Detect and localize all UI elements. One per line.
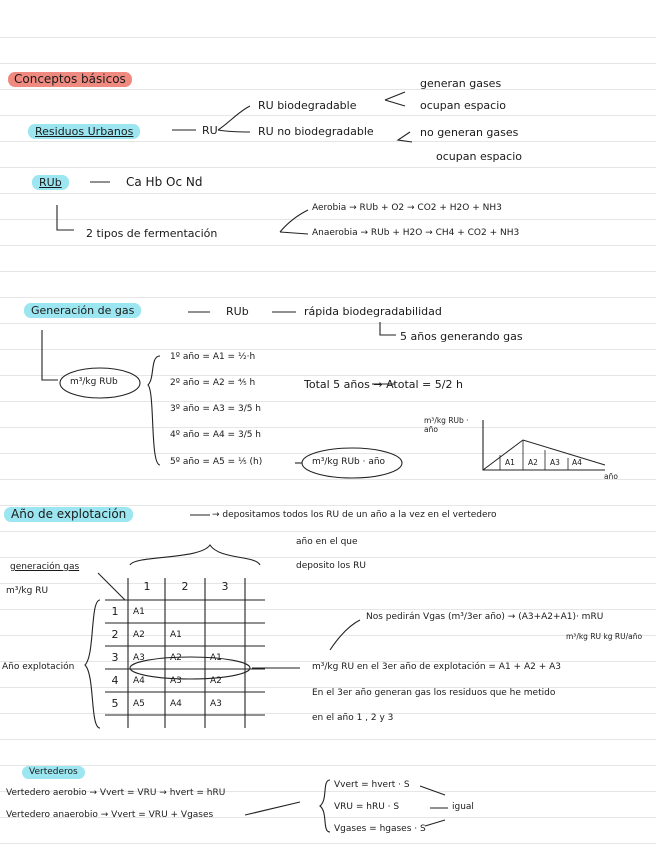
year-2: 2º año = A2 = ⅘ h xyxy=(170,378,256,388)
pregunta-vgas: Nos pedirán Vgas (m³/3er año) → (A3+A2+A1)· mRU xyxy=(366,612,604,622)
linea-2: En el 3er año generan gas los residuos que he metido xyxy=(312,688,556,698)
nobio-note-1: no generan gases xyxy=(420,126,519,139)
table-cell: A5 xyxy=(133,699,145,709)
ru-no-biodegradable: RU no biodegradable xyxy=(258,125,374,138)
graph-area-a2: A2 xyxy=(528,458,538,467)
row-label-ano: Año explotación xyxy=(2,662,75,672)
row-header-4: 4 xyxy=(111,674,119,687)
table-cell xyxy=(205,624,241,646)
label-generacion-gas: Generación de gas xyxy=(24,303,141,318)
row-header-5: 5 xyxy=(111,697,119,710)
table-cell: A1 xyxy=(170,630,182,640)
pregunta-units: m³/kg RU kg RU/año xyxy=(566,632,643,641)
ru-biodegradable: RU biodegradable xyxy=(258,99,357,112)
table-cell: A1 xyxy=(133,607,145,617)
table-cell: A1 xyxy=(210,653,222,663)
rapida-biodegradabilidad: rápida biodegradabilidad xyxy=(304,305,442,318)
aerobia-reaction: Aerobia → RUb + O2 → CO2 + H2O + NH3 xyxy=(312,203,502,213)
explotacion-desc: → depositamos todos los RU de un año a la vez en el vertedero xyxy=(212,510,497,520)
year-5: 5º año = A5 = ⅕ (h) xyxy=(170,457,263,467)
nobio-note-2: ocupan espacio xyxy=(436,150,522,163)
label-vertederos: Vertederos xyxy=(22,766,85,779)
col-header-1: 1 xyxy=(143,580,151,593)
table-cell: A2 xyxy=(210,676,222,686)
linea-1: m³/kg RU en el 3er año de explotación = A1 + A2 + A3 xyxy=(312,662,561,672)
row-header-1: 1 xyxy=(111,605,119,618)
graph-xlabel: año xyxy=(604,472,618,481)
table-cell: A4 xyxy=(133,676,145,686)
label-ru: RU xyxy=(202,124,218,137)
graph-area-a4: A4 xyxy=(572,458,582,467)
col-header-2: 2 xyxy=(181,580,189,593)
bio-note-2: ocupan espacio xyxy=(420,99,506,112)
vertedero-anaerobio: Vertedero anaerobio → Vvert = VRU + Vgases xyxy=(6,810,214,820)
igual-note: igual xyxy=(452,802,474,812)
cinco-anos: 5 años generando gas xyxy=(400,330,523,343)
eq-vru: VRU = hRU · S xyxy=(334,802,400,812)
year-3: 3º año = A3 = 3/5 h xyxy=(170,404,262,414)
table-cell: A2 xyxy=(133,630,145,640)
heading-conceptos: Conceptos básicos xyxy=(8,72,132,87)
vertedero-aerobio: Vertedero aerobio → Vvert = VRU → hvert = hRU xyxy=(6,788,226,798)
eq-vgases: Vgases = hgases · S xyxy=(334,824,426,834)
anaerobia-reaction: Anaerobia → RUb + H2O → CH4 + CO2 + NH3 xyxy=(312,228,520,238)
eq-vvert: Vvert = hvert · S xyxy=(334,780,410,790)
table-cell: A3 xyxy=(210,699,222,709)
year-4: 4º año = A4 = 3/5 h xyxy=(170,430,262,440)
rub-formula: Ca Hb Oc Nd xyxy=(126,175,203,189)
graph-area-a1: A1 xyxy=(505,458,515,467)
table-cell xyxy=(205,601,241,623)
table-cell: A2 xyxy=(170,653,182,663)
explotacion-sub2: deposito los RU xyxy=(296,561,366,571)
table-cell: A4 xyxy=(170,699,182,709)
fermentacion-types: 2 tipos de fermentación xyxy=(86,227,218,240)
col-header-3: 3 xyxy=(221,580,229,593)
graph-area-a3: A3 xyxy=(550,458,560,467)
gen-gas-label: generación gas xyxy=(10,562,80,572)
explotacion-sub1: año en el que xyxy=(296,537,358,547)
unit-ellipse-2: m³/kg RUb · año xyxy=(312,457,386,467)
gen-gas-unit: m³/kg RU xyxy=(6,586,49,596)
table-cell: A3 xyxy=(133,653,145,663)
table-cell: A3 xyxy=(170,676,182,686)
row-header-2: 2 xyxy=(111,628,119,641)
linea-3: en el año 1 , 2 y 3 xyxy=(312,713,394,723)
year-1: 1º año = A1 = ½·h xyxy=(170,352,256,362)
label-rub: RUb xyxy=(32,175,69,190)
row-header-3: 3 xyxy=(111,651,119,664)
bio-note-1: generan gases xyxy=(420,77,502,90)
table-cell xyxy=(165,601,201,623)
total-cinco-anos: Total 5 años → Atotal = 5/2 h xyxy=(304,378,463,391)
graph-ylabel: m³/kg RUb · año xyxy=(424,416,469,434)
label-ano-explotacion: Año de explotación xyxy=(4,507,133,522)
label-residuos-urbanos: Residuos Urbanos xyxy=(28,124,140,139)
gen-rub: RUb xyxy=(226,305,249,318)
unit-ellipse: m³/kg RUb xyxy=(70,377,118,387)
